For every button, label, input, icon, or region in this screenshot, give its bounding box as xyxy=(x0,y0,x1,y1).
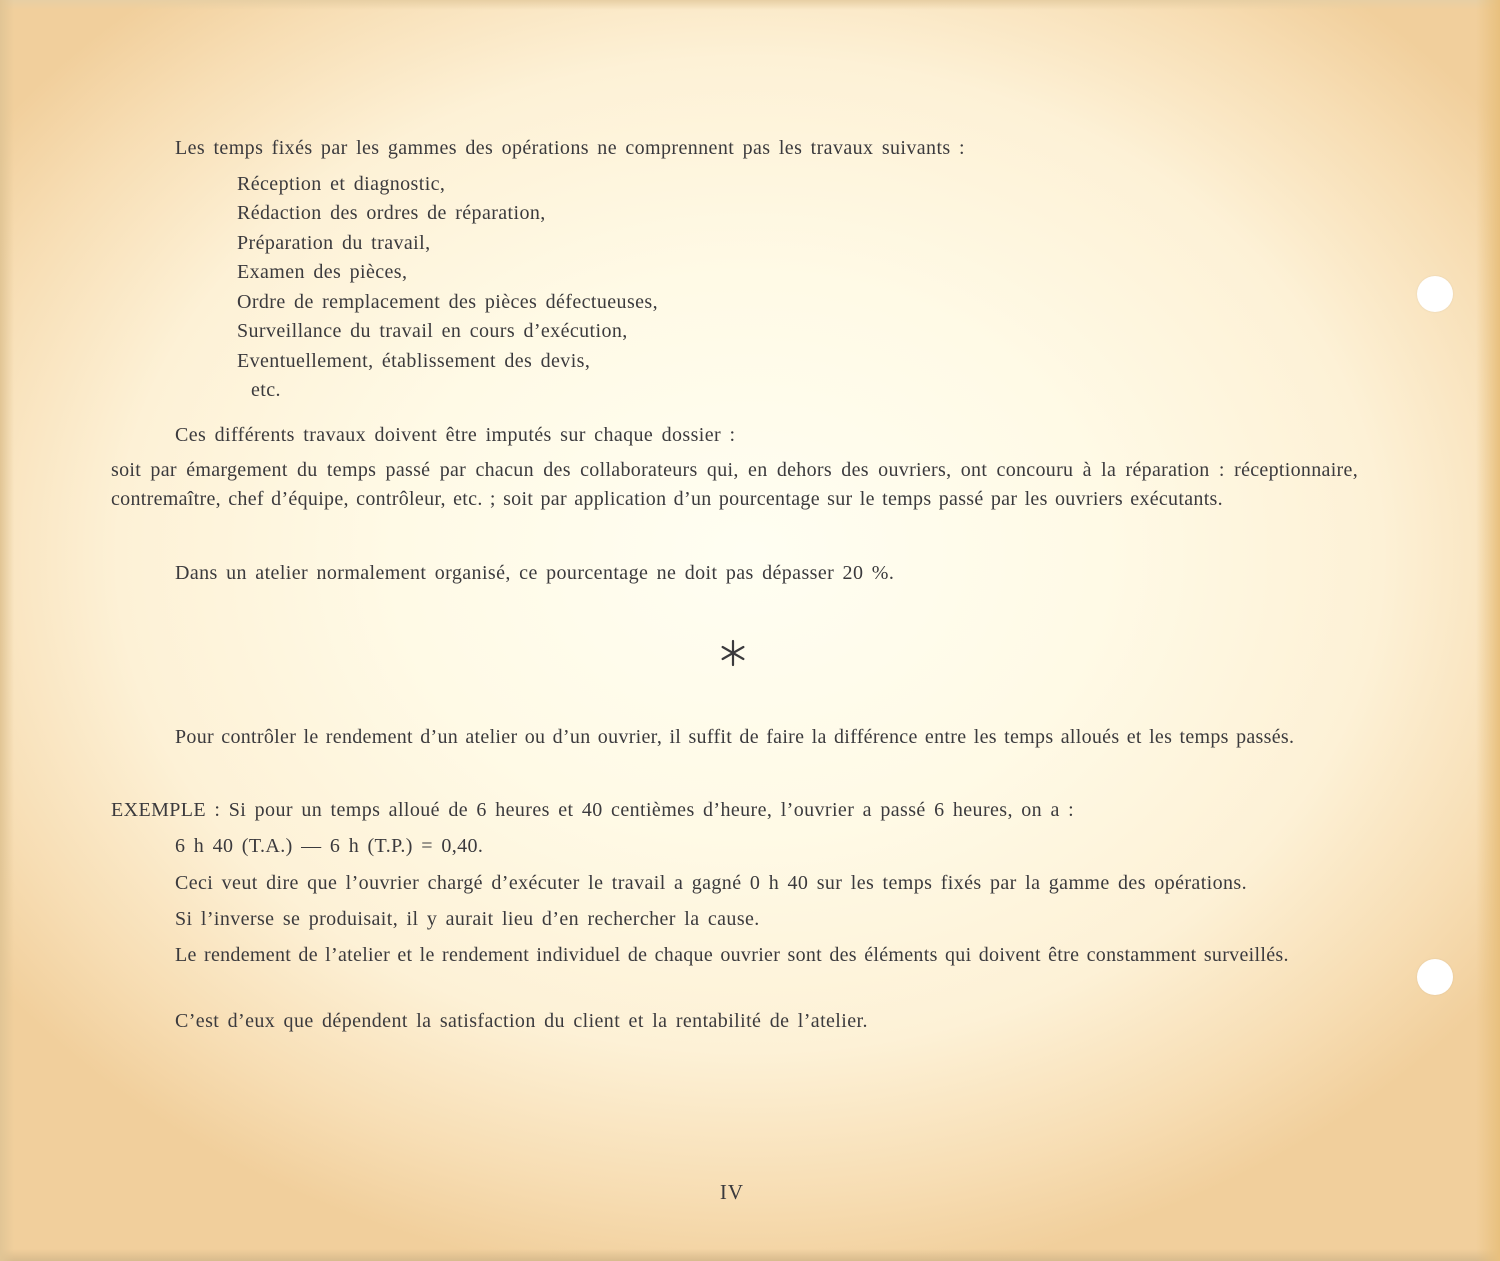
list-item: Surveillance du travail en cours d’exécution, xyxy=(237,320,628,342)
formula-line: 6 h 40 (T.A.) — 6 h (T.P.) = 0,40. xyxy=(175,835,484,857)
list-item: Examen des pièces, xyxy=(237,261,408,283)
page-edge-bottom xyxy=(0,1249,1500,1261)
list-item: Réception et diagnostic, xyxy=(237,173,446,195)
page-number: IV xyxy=(719,1180,745,1204)
result-line: Ceci veut dire que l’ouvrier chargé d’exécuter le travail a gagné 0 h 40 sur les temps fixés par la gamme des opérations. xyxy=(175,872,1248,894)
list-item: Ordre de remplacement des pièces défectueuses, xyxy=(237,291,658,313)
example-line: EXEMPLE : Si pour un temps alloué de 6 heures et 40 centièmes d’heure, l’ouvrier a passé 6 heures, on a : xyxy=(111,799,1075,821)
list-item: Préparation du travail, xyxy=(237,232,431,254)
asterisk-separator-icon xyxy=(718,638,748,668)
punch-hole-top xyxy=(1417,276,1453,312)
page-edge-left xyxy=(0,0,14,1261)
imputation-paragraph: soit par émargement du temps passé par chacun des collaborateurs qui, en dehors des ouvriers, ont concouru à la réparation : réceptionnaire, contremaître, chef d’équipe, contrôleur, etc. ; soit par application d’un pourcentage sur le temps passé par les ouvriers exécutants. xyxy=(111,459,1358,510)
punch-hole-bottom xyxy=(1417,959,1453,995)
imputation-intro: Ces différents travaux doivent être imputés sur chaque dossier : xyxy=(175,424,736,446)
control-paragraph: Pour contrôler le rendement d’un atelier ou d’un ouvrier, il suffit de faire la différence entre les temps alloués et les temps passés. xyxy=(175,726,1295,748)
intro-line: Les temps fixés par les gammes des opérations ne comprennent pas les travaux suivants : xyxy=(175,137,965,159)
page-edge-top xyxy=(0,0,1500,10)
list-item: Eventuellement, établissement des devis, xyxy=(237,350,591,372)
conclusion-line: C’est d’eux que dépendent la satisfaction du client et la rentabilité de l’atelier. xyxy=(175,1010,868,1032)
surveillance-paragraph: Le rendement de l’atelier et le rendement individuel de chaque ouvrier sont des éléments qui doivent être constamment surveillés. xyxy=(175,944,1289,966)
percentage-line: Dans un atelier normalement organisé, ce pourcentage ne doit pas dépasser 20 %. xyxy=(175,562,895,584)
inverse-line: Si l’inverse se produisait, il y aurait lieu d’en rechercher la cause. xyxy=(175,908,760,930)
page-edge-right xyxy=(1476,0,1500,1261)
list-item: etc. xyxy=(251,379,281,401)
list-item: Rédaction des ordres de réparation, xyxy=(237,202,546,224)
